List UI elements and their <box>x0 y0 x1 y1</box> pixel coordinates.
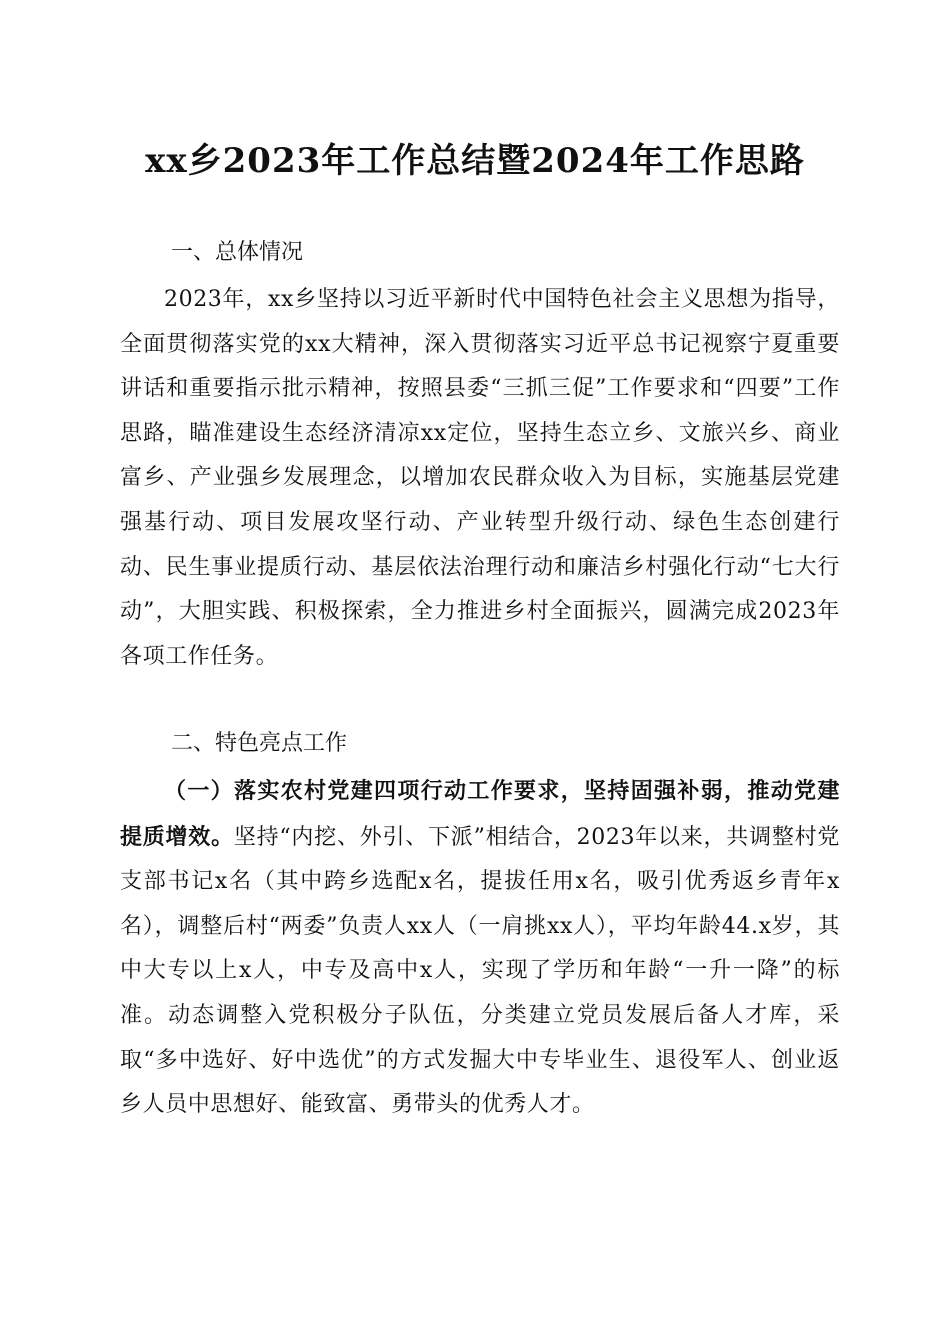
page-title: xx乡2023年工作总结暨2024年工作思路 <box>145 141 805 181</box>
paragraph-overview: 2023年，xx乡坚持以习近平新时代中国特色社会主义思想为指导，全面贯彻落实党的xx大精神，深入贯彻落实习近平总书记视察宁夏重要讲话和重要指示批示精神，按照县委“三抓三促”工作要求和“四要”工作思路，瞄准建设生态经济清凉xx定位，坚持生态立乡、文旅兴乡、商业富乡、产业强乡发展理念，以增加农民群众收入为目标，实施基层党建强基行动、项目发展攻坚行动、产业转型升级行动、绿色生态创建行动、民生事业提质行动、基层依法治理行动和廉洁乡村强化行动“七大行动”，大胆实践、积极探索，全力推进乡村全面振兴，圆满完成2023年各项工作任务。 <box>120 287 840 669</box>
subsection-body: 坚持“内挖、外引、下派”相结合，2023年以来，共调整村党支部书记x名（其中跨乡选配x名，提拔任用x名，吸引优秀返乡青年x名），调整后村“两委”负责人xx人（一肩挑xx人），平均年龄44.x岁，其中大专以上x人，中专及高中x人，实现了学历和年龄“一升一降”的标准。动态调整入党积极分子队伍，分类建立党员发展后备人才库，采取“多中选好、好中选优”的方式发掘大中专毕业生、退役军人、创业返乡人员中思想好、能致富、勇带头的优秀人才。 <box>120 824 840 1118</box>
section-heading-highlights: 二、特色亮点工作 <box>171 731 348 756</box>
paragraph-highlights <box>120 769 840 1128</box>
subsection-lead: （一）落实农村党建四项行动工作要求，坚持固强补弱，推动党建提质增效。 <box>120 778 840 850</box>
section-heading-overview: 一、总体情况 <box>171 240 304 265</box>
